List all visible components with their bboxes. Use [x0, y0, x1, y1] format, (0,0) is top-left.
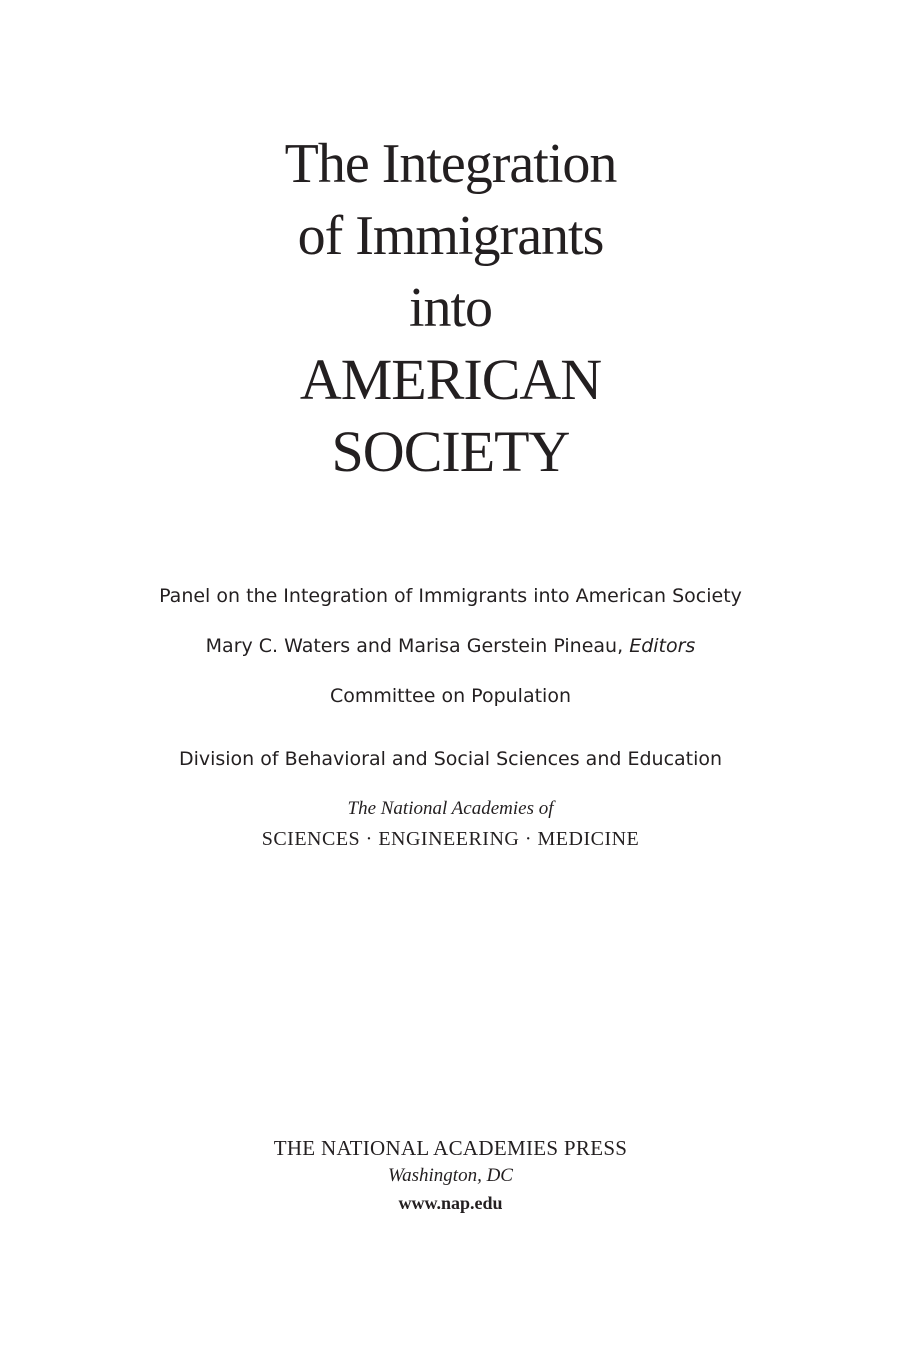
title-line-1: The Integration	[284, 133, 617, 195]
title-line-2: of Immigrants	[297, 205, 604, 267]
committee-name: Committee on Population	[329, 685, 572, 707]
title-line-4: AMERICAN	[299, 347, 602, 412]
book-title	[0, 128, 901, 488]
publisher-name: THE NATIONAL ACADEMIES PRESS	[273, 1136, 628, 1160]
editors-names: Mary C. Waters and Marisa Gerstein Pineau,	[205, 635, 624, 657]
publisher-city: Washington, DC	[388, 1165, 513, 1186]
academies-name-bottom: SCIENCES · ENGINEERING · MEDICINE	[261, 828, 640, 850]
title-line-5: SOCIETY	[331, 419, 570, 484]
title-line-3: into	[408, 277, 493, 339]
panel-name: Panel on the Integration of Immigrants into American Society	[159, 585, 742, 607]
academies-name-top: The National Academies of	[347, 798, 554, 819]
editors-line	[0, 634, 901, 658]
division-name: Division of Behavioral and Social Sciences and Education	[178, 748, 723, 770]
editors-role: Editors	[629, 635, 696, 657]
publisher-url: www.nap.edu	[398, 1193, 503, 1213]
